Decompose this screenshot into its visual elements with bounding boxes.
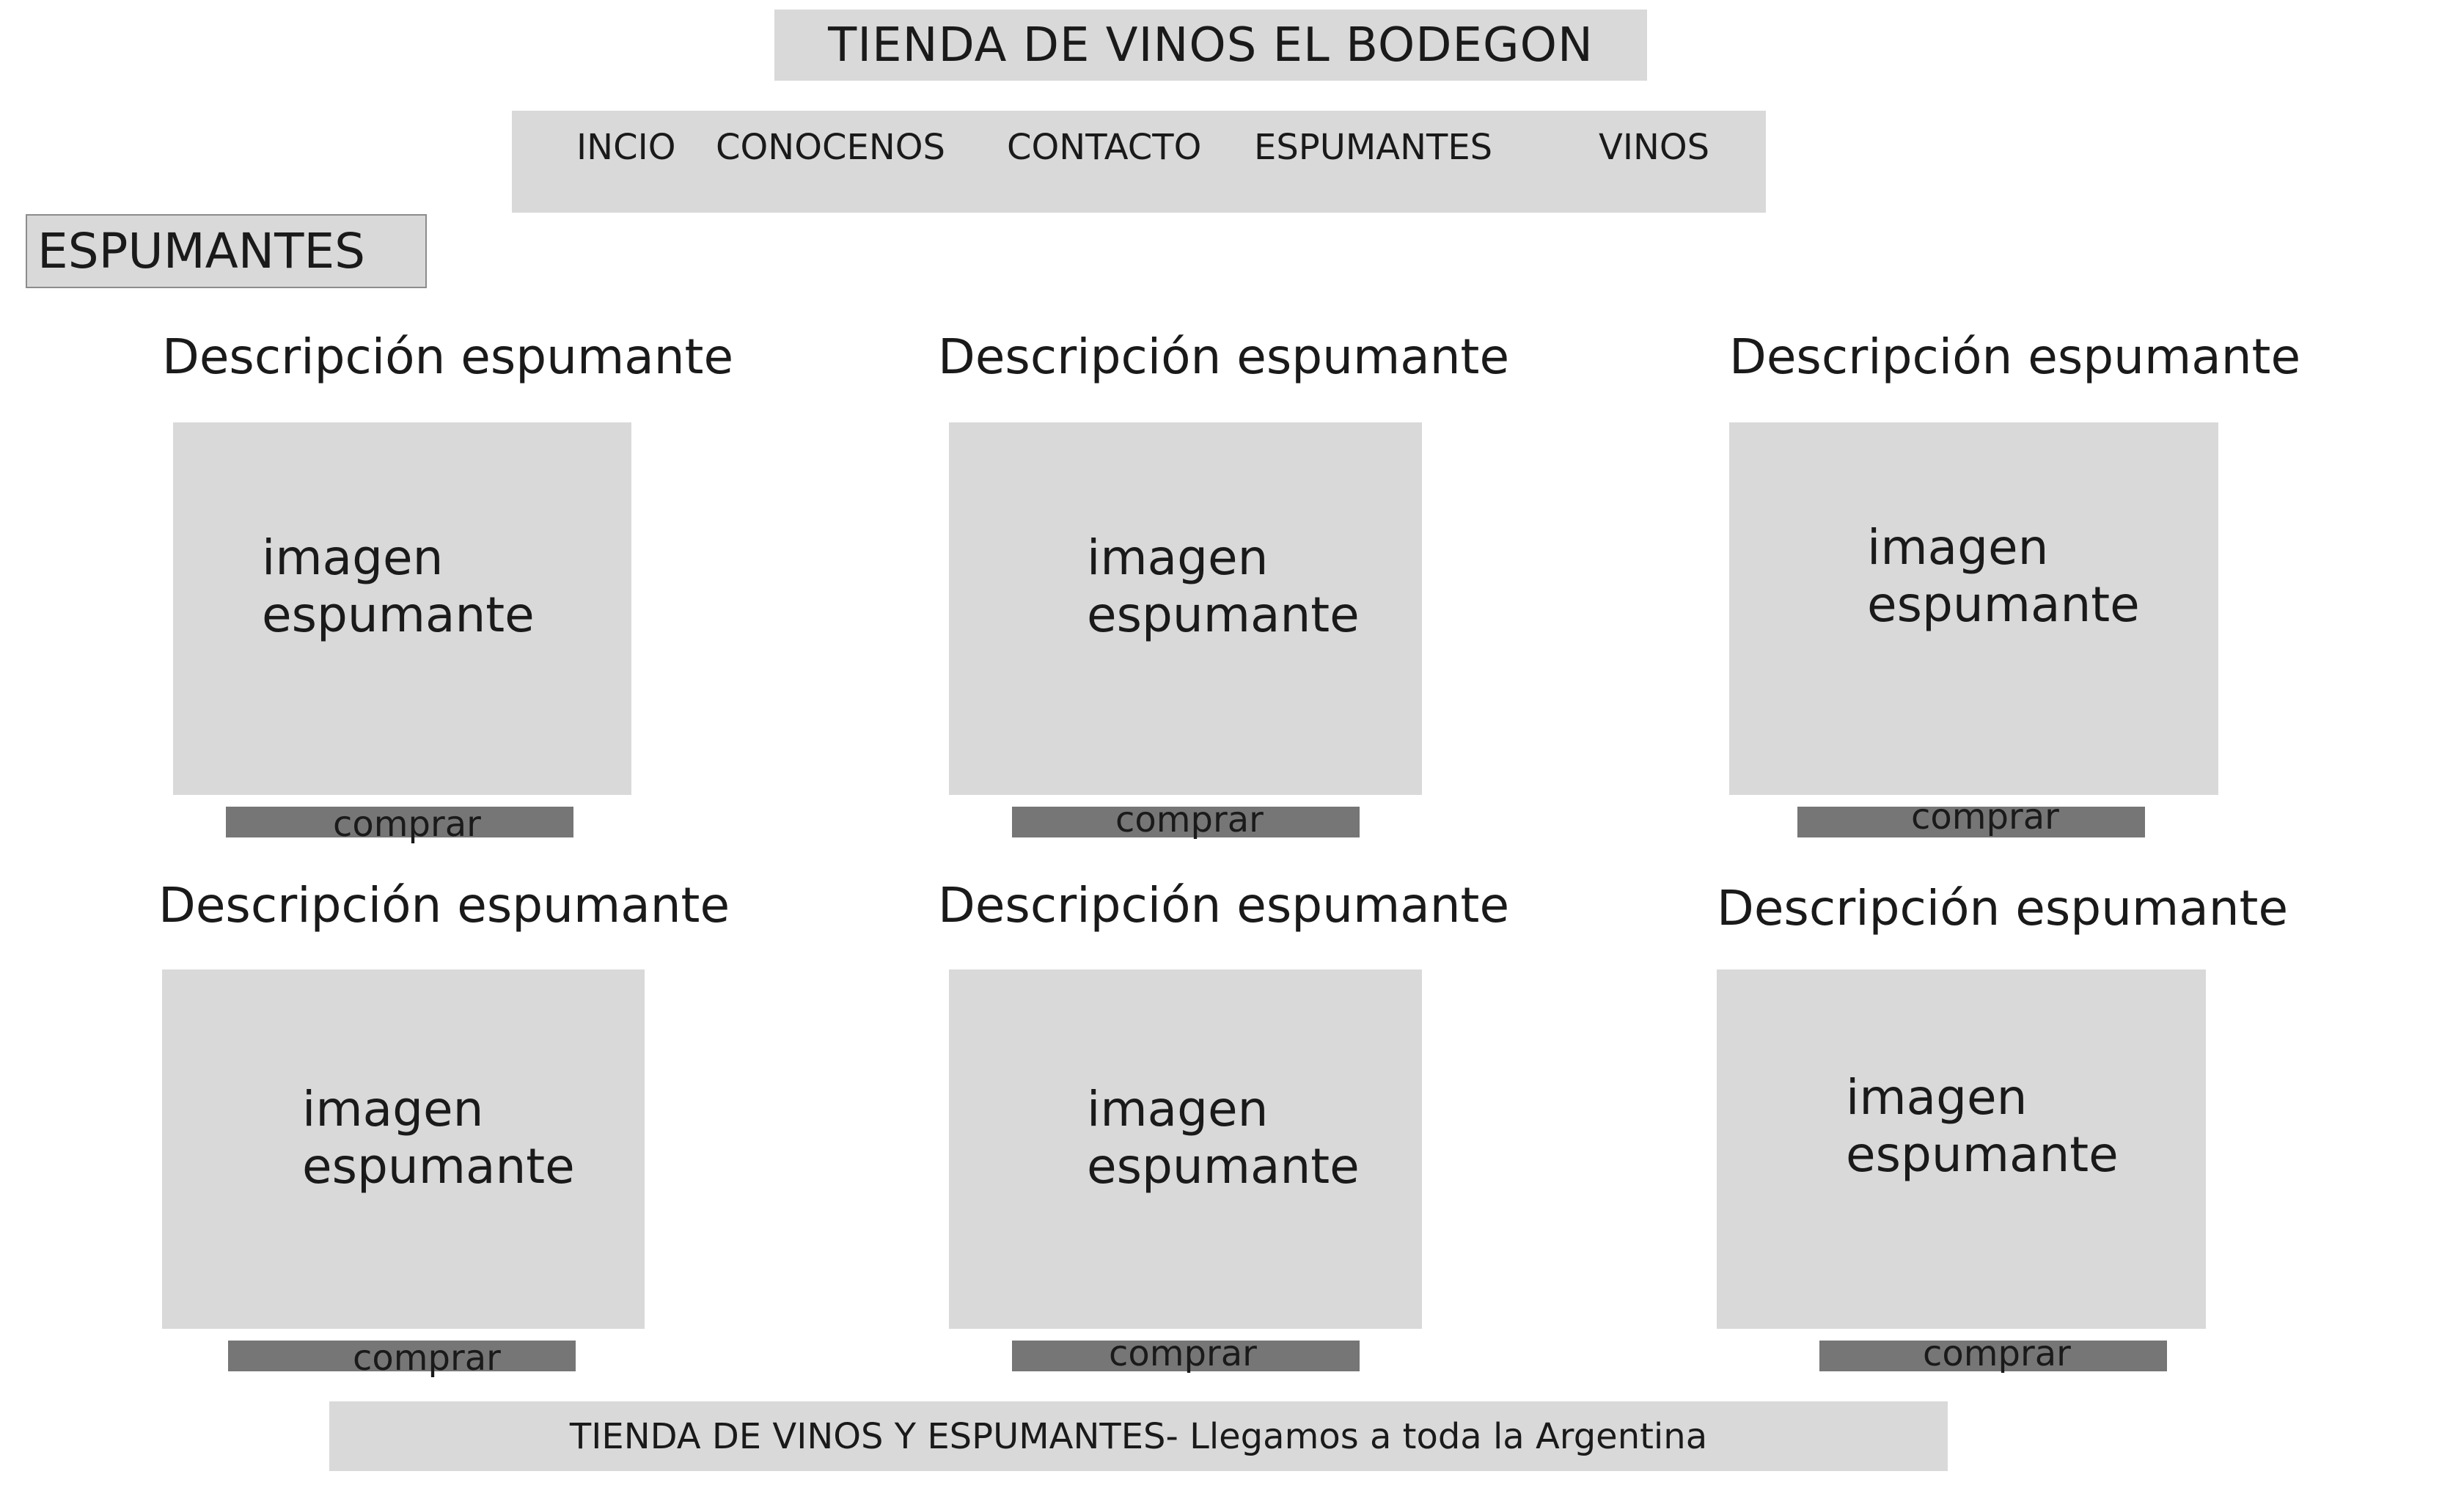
product-description: Descripción espumante (938, 877, 1510, 934)
product-image-placeholder (173, 422, 631, 795)
nav-item-vinos[interactable]: VINOS (1599, 127, 1710, 168)
product-image-label: imagen espumante (1846, 1069, 2119, 1183)
buy-button-label: comprar (1911, 796, 2059, 837)
buy-button[interactable] (1819, 1333, 2167, 1374)
buy-button-label: comprar (353, 1338, 501, 1379)
footer-text: TIENDA DE VINOS Y ESPUMANTES- Llegamos a toda la Argentina (569, 1415, 1708, 1457)
site-title-box (774, 10, 1647, 81)
nav-item-inicio[interactable]: INCIO (576, 127, 676, 168)
product-image-label: imagen espumante (1867, 519, 2140, 633)
nav-item-espumantes[interactable]: ESPUMANTES (1254, 127, 1493, 168)
product-image-placeholder (1729, 422, 2218, 795)
buy-button[interactable] (226, 804, 573, 845)
product-image-label: imagen espumante (302, 1081, 575, 1195)
main-nav (512, 111, 1766, 213)
product-image-label: imagen espumante (1087, 1081, 1360, 1195)
buy-button-label: comprar (1115, 799, 1264, 840)
nav-item-conocenos[interactable]: CONOCENOS (716, 127, 945, 168)
product-description: Descripción espumante (162, 329, 734, 385)
buy-button[interactable] (1797, 796, 2145, 837)
section-title: ESPUMANTES (37, 223, 366, 279)
product-image-placeholder (949, 422, 1422, 795)
product-description: Descripción espumante (1717, 880, 2289, 936)
product-image-label: imagen espumante (262, 529, 535, 643)
product-image-placeholder (162, 969, 645, 1329)
product-image-label: imagen espumante (1087, 529, 1360, 643)
product-description: Descripción espumante (158, 877, 730, 934)
section-title-box (26, 214, 427, 288)
buy-button-label: comprar (1109, 1333, 1257, 1374)
buy-button-label: comprar (1923, 1333, 2071, 1374)
product-description: Descripción espumante (1729, 329, 2301, 385)
footer (329, 1401, 1948, 1471)
buy-button[interactable] (1012, 1333, 1360, 1374)
product-description: Descripción espumante (938, 329, 1510, 385)
product-image-placeholder (1717, 969, 2206, 1329)
nav-item-contacto[interactable]: CONTACTO (1007, 127, 1202, 168)
buy-button[interactable] (1012, 799, 1360, 840)
site-title: TIENDA DE VINOS EL BODEGON (828, 18, 1594, 73)
product-image-placeholder (949, 969, 1422, 1329)
buy-button-label: comprar (333, 804, 481, 845)
buy-button[interactable] (228, 1338, 576, 1379)
